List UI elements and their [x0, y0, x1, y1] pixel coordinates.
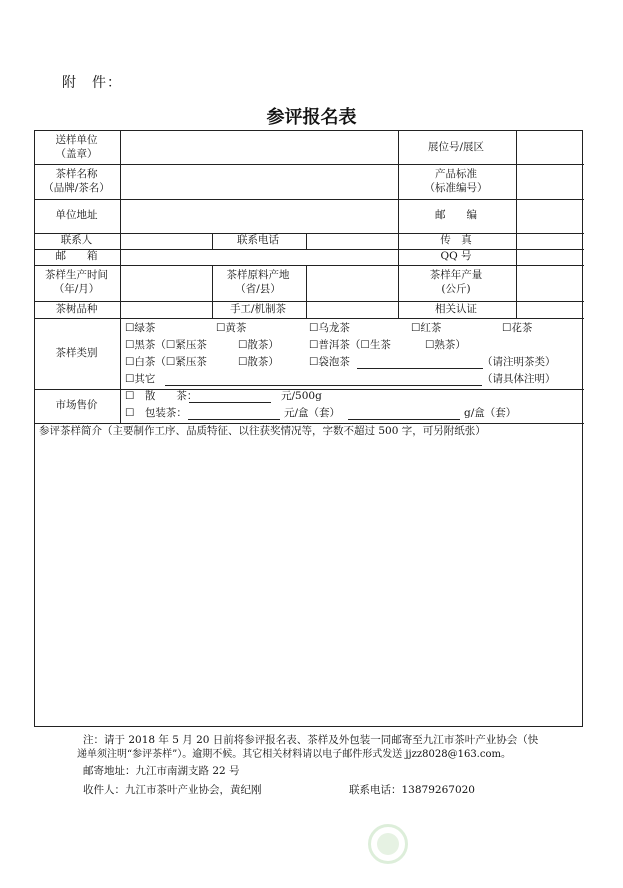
product-standard-label-2: （标准编号） — [424, 181, 488, 194]
attachment-label: 附 件： — [62, 75, 122, 91]
handmade-field[interactable] — [305, 300, 397, 317]
product-standard-label — [397, 163, 515, 198]
tea-name-label-2: （品牌/茶名） — [43, 181, 110, 194]
form-title: 参评报名表 — [266, 107, 357, 128]
watermark-leaf-icon — [377, 833, 399, 855]
address-label: 单位地址 — [55, 209, 98, 221]
category-puer[interactable]: ☐普洱茶（☐生茶 — [309, 339, 391, 351]
phone-label: 联系电话 — [237, 234, 279, 246]
price-loose-fill[interactable] — [189, 402, 271, 403]
production-time-field[interactable] — [119, 264, 211, 300]
price-pack-unit1: 元/盒（套） — [284, 407, 341, 419]
address-field[interactable] — [119, 198, 397, 232]
tea-name-label — [34, 163, 119, 198]
annual-output-label-2: (公斤) — [441, 283, 471, 295]
price-loose-label[interactable]: ☐ 散 茶： — [125, 390, 198, 402]
origin-label — [211, 264, 305, 300]
production-time-label-1: 茶样生产时间 — [45, 269, 108, 281]
qq-label: QQ 号 — [440, 250, 472, 262]
product-standard-label-1: 产品标准 — [435, 167, 477, 180]
intro-label: 参评茶样简介（主要制作工序、品质特征、以往获奖情况等，字数不超过 500 字，可另附纸张） — [39, 425, 486, 437]
certification-field[interactable] — [515, 300, 583, 317]
category-yellow[interactable]: ☐黄茶 — [216, 322, 247, 334]
price-pack-unit2: g/盒（套） — [464, 407, 517, 419]
origin-label-2: （省/县） — [235, 283, 281, 295]
category-oolong[interactable]: ☐乌龙茶 — [309, 322, 350, 334]
other-fill-line[interactable] — [165, 385, 482, 386]
email-label: 邮 箱 — [55, 250, 98, 262]
price-pack-fill[interactable] — [188, 419, 280, 420]
annual-output-label — [397, 264, 515, 300]
category-other-note: （请具体注明） — [482, 373, 556, 385]
category-flower[interactable]: ☐花茶 — [502, 322, 533, 334]
variety-label: 茶树品种 — [55, 302, 98, 315]
variety-field[interactable] — [119, 300, 211, 317]
note-line-2: 递单须注明“参评茶样”）。逾期不候。其它相关材料请以电子邮件形式发送 jjzz8028@163.com。 — [77, 749, 511, 760]
intro-text-area[interactable] — [36, 440, 581, 725]
note-line-1: 注：请于 2018 年 5 月 20 日前将参评报名表、茶样及外包装一同邮寄至九江市茶叶产业协会（快 — [83, 734, 539, 746]
category-bag[interactable]: ☐袋泡茶 — [309, 356, 350, 368]
annual-output-field[interactable] — [515, 264, 583, 300]
production-time-label-2: （年/月） — [53, 283, 100, 295]
production-time-label — [34, 264, 119, 300]
price-pack-weight-fill[interactable] — [348, 419, 460, 420]
category-puer-ripe[interactable]: ☐熟茶） — [425, 339, 466, 351]
category-black-loose[interactable]: ☐散茶） — [238, 339, 279, 351]
postcode-field[interactable] — [515, 198, 583, 232]
bag-fill-line[interactable] — [357, 368, 483, 369]
tea-name-label-1: 茶样名称 — [55, 167, 98, 180]
sender-unit-label — [34, 130, 119, 164]
phone-field[interactable] — [305, 232, 397, 248]
booth-field[interactable] — [515, 130, 583, 164]
category-other[interactable]: ☐其它 — [125, 373, 156, 385]
sender-unit-field[interactable] — [119, 130, 397, 164]
email-field[interactable] — [119, 248, 397, 264]
recipient: 收件人：九江市茶叶产业协会，黄纪刚 — [83, 784, 262, 796]
sender-unit-label-1: 送样单位 — [55, 134, 98, 146]
contact-phone: 联系电话：13879267020 — [349, 784, 475, 796]
category-label: 茶样类别 — [55, 346, 98, 359]
certification-label: 相关认证 — [435, 302, 477, 315]
category-bag-note: （请注明茶类） — [482, 356, 556, 368]
contact-label: 联系人 — [60, 234, 93, 246]
booth-label: 展位号/展区 — [427, 141, 485, 153]
fax-field[interactable] — [515, 232, 583, 248]
category-white-loose[interactable]: ☐散茶） — [238, 356, 279, 368]
category-green[interactable]: ☐绿茶 — [125, 322, 156, 334]
origin-field[interactable] — [305, 264, 397, 300]
price-pack-label[interactable]: ☐ 包装茶： — [125, 407, 187, 419]
tea-name-field[interactable] — [119, 163, 397, 198]
contact-field[interactable] — [119, 232, 211, 248]
price-loose-unit: 元/500g — [281, 390, 322, 402]
handmade-label: 手工/机制茶 — [229, 302, 287, 315]
mailing-address: 邮寄地址：九江市南湖支路 22 号 — [83, 765, 240, 777]
category-black[interactable]: ☐黑茶（☐紧压茶 — [125, 339, 207, 351]
sender-unit-label-2: （盖章） — [55, 148, 98, 160]
fax-label: 传 真 — [440, 234, 472, 246]
annual-output-label-1: 茶样年产量 — [429, 269, 483, 281]
price-label: 市场售价 — [55, 399, 98, 411]
product-standard-field[interactable] — [515, 163, 583, 198]
postcode-label: 邮 编 — [435, 209, 477, 221]
origin-label-1: 茶样原料产地 — [226, 269, 290, 281]
qq-field[interactable] — [515, 248, 583, 264]
category-white[interactable]: ☐白茶（☐紧压茶 — [125, 356, 207, 368]
category-red[interactable]: ☐红茶 — [411, 322, 442, 334]
